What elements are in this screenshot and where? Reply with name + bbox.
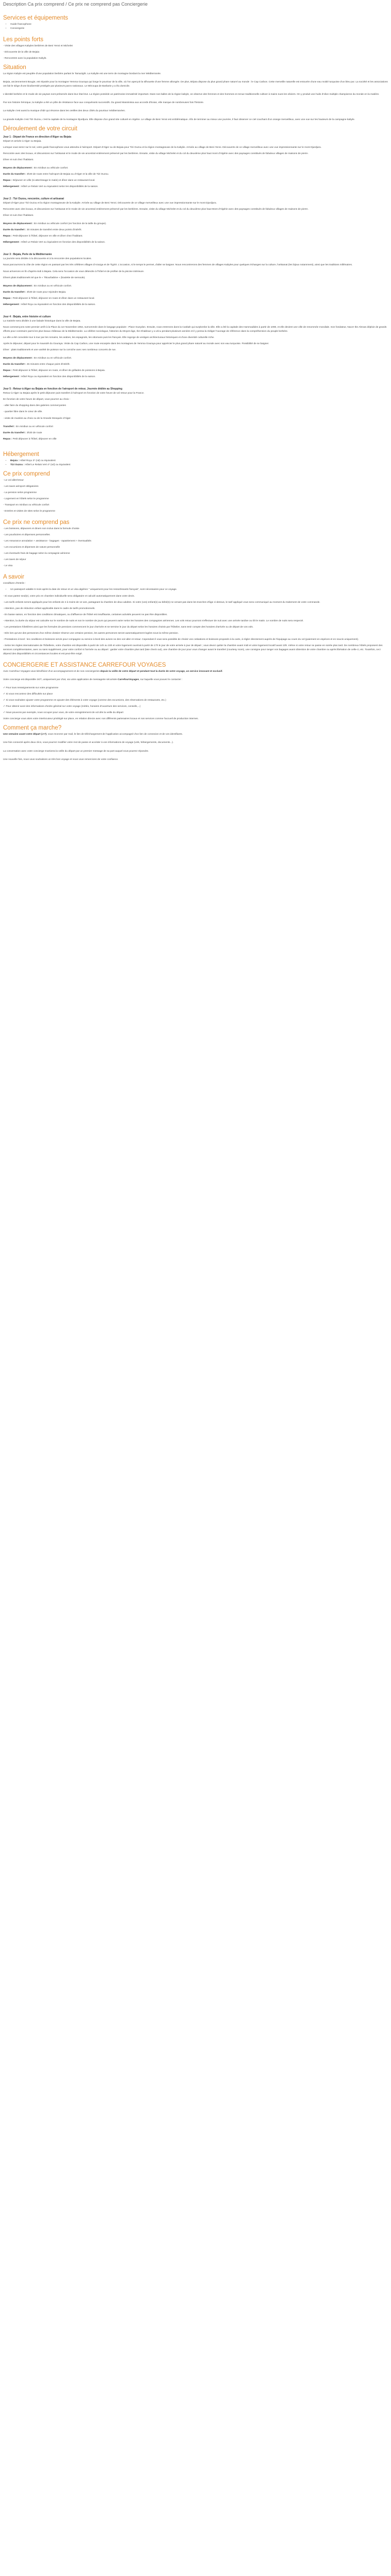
conciergerie-title: CONCIERGERIE ET ASSISTANCE CARREFOUR VOYAGES (3, 662, 166, 669)
forts-title: Les points forts (3, 37, 43, 43)
day-paragraph: La ville a été convoitée tour à tour par les romains, les arabes, les espagnols, les ottomans puis les français. Elle regorge de vestiges architecturaux historiques et d'une diversité culturelle riche. (3, 336, 215, 339)
day-paragraph: Dîner et nuit chez l'habitant. (3, 158, 34, 161)
ne-comprend-item: - Les pourboires et dépenses personnelles (3, 534, 50, 537)
day-detail (3, 222, 388, 226)
comprend-item: - Transport en minibus ou véhicule confort (3, 504, 50, 506)
hebergement-hotel: Hôtel Royu 3* (nd) ou équivalent (20, 459, 56, 462)
conciergerie-p2-text2: , via votre application de messagerie sécurisée (66, 679, 118, 682)
situation-paragraph: L'identité berbère et le mode de vie paysan sont préservés dans leur état brut. La région possède un patrimoine immatériel important. Dans nos balles de la région kabyle, on observe des femmes et des hommes en tenue traditionnelle cultiver à mains nues les oliviers. On y produit une huile d'olive multiple championne du monde en la matière. (3, 93, 380, 96)
savoir-item: - Les prestations hôtelières ainsi que les formules de pensions commencent le jour d'arrivée et se termine le jour du départ selon les horaires choisis par l'hôtelier, sans tenir compte des horaires d'arrivée ou de départ de vos vols. (3, 625, 254, 629)
day-detail-label: Hébergement : (3, 241, 21, 244)
ne-comprend-item: - Les Assurance annulation + assistance - bagages - rapatriement + éventualités (3, 540, 91, 543)
day-detail (3, 369, 388, 373)
savoir-item: - En basse saison, en fonction des conditions climatiques, ou d'affluence de l'hôtel est insuffisante, certaines activités peuvent ne pas être disponibles. (3, 613, 168, 616)
conciergerie-item: ✓ Pour tous renseignements sur votre programme (3, 687, 59, 690)
situation-paragraph: La région Kabyle est peuplée d'une population berbère parlant le Tamazight. La Kabylie est une terre de montagne bordant la mer Méditerranée. (3, 73, 161, 76)
situation-paragraph: La Kabylie c'est aussi la musique d'Idir qui résonne dans les oreilles des deux côtés du pourtour méditerranéen. (3, 110, 126, 113)
day-detail-label: Transfert : (3, 425, 15, 428)
comprend-item: - Logement en hôtels selon le programme (3, 497, 49, 500)
marche-p1 (3, 733, 388, 737)
savoir-item: - Selon les règles internationales de l'hôtellerie, votre chambre est disponible à partir de 14h ou 15h et votre logement ouvrirait à partir de 17h le jour de votre arrivée à jour de départ ; vous devez quitter la chambre avant midi et votre logement locatif avant 10h. même si votre retour se passe en soirée plus tard. De nombreux hôtels proposent des services complémentaires, avec ou sans supplément, pour votre confort si l'arrivée ou au départ : garder votre chambre plus tard (late check out), une chambre de jour pour vous changer avant le transfert (courtesy room), une consigne pour ranger vos bagages avant obtention de votre chambre ou après libération de celle-ci, etc. Toutefois, ceci dépend des disponibilités et circonstances locales et est peut-être exigé. (3, 644, 383, 655)
day-detail-value: Hôtel Royu ou équivalent en fonction des disponibilités de la saison. (21, 303, 96, 306)
conciergerie-outro: Votre concierge vous alors votre interlocuteur privilégié sur place, en relation directe avec nos différents partenaires locaux et nos services comme l'accueil de production internes. (3, 718, 199, 721)
ne-comprend-title: Ce prix ne comprend pas (3, 519, 70, 526)
passport-item: • Un passeport valable 6 mois après la date de retour et un visa algérien " uniquement pour les ressortissants français", sont nécessaires pour ce voyage. (10, 588, 388, 592)
forts-line: - Rencontres avec la population Kabyle. (3, 57, 47, 60)
ne-comprend-list (3, 527, 388, 570)
day-detail-value: Petit déjeuner à l'hôtel, déjeuner en route et dîner dans un restaurant local. (12, 297, 95, 300)
day-paragraph: Après le déjeuner, départ pour le mausolé du Gouraya. Visite du Cap Carbon, une route escarpée dans les montagnes de Yemma Gouraya pour apprécier le plus grand phare naturel au monde avec son eau turquoise. Possibilité de se baigner. (3, 343, 269, 346)
day-detail-value: 3h30 de route (26, 431, 42, 434)
day-detail (3, 375, 388, 379)
ne-comprend-item: - Les excursions et dépenses de nature personnelle (3, 546, 60, 549)
day-detail-label: Hébergement : (3, 376, 21, 379)
day-detail-value: En minibus ou véhicule confort. (34, 166, 69, 170)
marche-p4: Une nouvelle fois, nous vous souhaitons un très bon voyage et nous vous remercions de votre confiance. (3, 758, 119, 761)
hebergement-item (10, 463, 388, 467)
day-heading: Jour 3 : Bejaïa, Perle de la Méditerranée (3, 253, 52, 257)
day-detail-label: Hébergement : (3, 303, 21, 306)
hebergement-list (3, 459, 388, 467)
day-paragraph: - visite de musées au choix ou de la Grande Mosquée d'Alger. (3, 417, 71, 420)
services-title: Services et équipements (3, 15, 68, 21)
day-paragraph: Nous arriverons en fin d'après-midi à Bejaïa. Cela sera l'occasion de vous détendre à l'hôtel et de profiter de la piscine intérieure. (3, 270, 144, 273)
deroulement-title: Déroulement de votre circuit (3, 125, 77, 132)
services-list (3, 23, 388, 31)
conciergerie-p2-end: , sur laquelle vous pouvez le contacter : (139, 679, 183, 682)
day-detail (3, 234, 388, 239)
ne-comprend-item: - Les éventuels frais de bagage selon la compagnie aérienne (3, 552, 70, 555)
comprend-item: - La pension selon programme (3, 491, 37, 494)
conditions-list (3, 588, 388, 592)
situation-paragraph: Par son histoire héroïque, la Kabylie a été un pôle de résistance face aux conquérants successifs. Du grand Massinissa aux accords d'Evian, elle marque de nombreuses fois l'histoire. (3, 101, 204, 105)
day-heading: Jour 1 : Départ de France en direction d'Alger ou Bejaia (3, 135, 72, 139)
marche-p1-bold: Une semaine avant votre départ (J-7) (3, 733, 46, 736)
day-paragraph: Retour à Alger ou Bejaia après le petit déjeuner puis transfert à l'aéroport en fonction de votre heure de vol retour pour la France. (3, 392, 144, 395)
conciergerie-list (3, 686, 388, 717)
savoir-item: - Attention, la durée du séjour est calculée sur le nombre de nuits et non le nombre de jours qui peuvent varier selon les horaires des compagnies aériennes. Les vols retour pourront s'effectuer de nuit avec une arrivée tardive ou tôt le matin. Le nombre de nuits sera respecté. (3, 619, 304, 622)
comprend-item: - Le vol aller/retour (3, 479, 24, 482)
day-heading: Jour 5 : Retour à Alger ou Bejaia en fonction de l'aéroport de retour, Journée dédiée au Shopping (3, 387, 123, 391)
day-detail (3, 166, 388, 171)
day-paragraph: Nous commençons notre premier arrêt à la Place du 1er Novembre 1954, surnommée dans le langage populaire : Place Gueydon. Ensuite, nous entrerons dans la Casbah qui surplombe la ville. Elle a été la capitale des Hammadides à partir de 1090, et elle devient une ville de renommée mondiale. Son fondateur, Nacer Ibn Alnnas déploie de grands efforts pour construire parmi les plus beaux châteaux de la Méditerranée. La célèbre sociologue, historien du Moyen-âge, Ibn Khaldoun y a vécu pendant plusieurs années et il y pensa la rédiger l'ouvrage de référence dans la compréhension du peuple berbère. (3, 326, 387, 333)
breadcrumb: Description Ca prix comprend / Ce prix ne comprend pas Conciergerie (3, 2, 148, 7)
day-heading: Jour 4 : Bejaïa, entre histoire et culture (3, 315, 51, 318)
day-detail (3, 179, 388, 183)
day-paragraph: - quartier libre dans le cœur de ville. (3, 411, 43, 414)
conciergerie-intro-text: Avec Carrefour Voyages vous bénéficiez d'un accompagnement et de nos conciergeries (3, 670, 101, 673)
day-detail-value: Hôtel Royu ou équivalent en fonction des disponibilités de la saison. (21, 376, 96, 379)
day-detail-value: Hôtel Le Relais Vert ou équivalent en fonction des disponibilités de la saison. (21, 241, 106, 244)
day-detail-label: Moyens de déplacement : (3, 284, 34, 287)
day-paragraph: Lorsque vous serez sur le sol, votre guide francophone vous attendra à l'aéroport. Départ d'Alger ou de Bejaia pour Tizi Ouzou et la région montagneuse de la Kabylie. Arrivée au village de Beni Yenni. Découverte de ce village merveilleux avec une vue impressionnante sur le mont Djurdjura. (3, 146, 321, 149)
day-detail-label: Moyens de déplacement : (3, 223, 34, 226)
service-item: • Conciergerie (10, 27, 388, 31)
day-heading: Jour 2 : Tizi Ouzou, rencontre, culture et artisanat (3, 197, 64, 200)
conciergerie-p2-italic: uniquement par chat (43, 679, 66, 682)
day-detail-label: Durée du transfert : (3, 229, 26, 232)
service-item: • Guide francophone (10, 23, 388, 27)
savoir-item: - Les tarifs enfants seront appliqués pour les enfants de 2 à moins de 12 ans, partageant la chambre de deux adultes. Si votre (vos) enfant(s) au bébé(s) ne venant pas dans les tranches d'âge ci-dessus, le tarif appliqué vous sera communiqué au moment du traitement de votre commande. (3, 601, 320, 604)
conciergerie-item: ✓ Nous pouvons par exemple, nous occuper pour vous, de votre enregistrement de vol dès la veille du départ (3, 711, 124, 715)
day-detail-label: Durée du transfert : (3, 291, 26, 294)
comprend-item: - Entrées et visites de sites selon le programme (3, 510, 56, 513)
day-detail-value: 30 minutes de transfert entre deux points d'intérêt. (26, 229, 82, 232)
forts-line: - Visite des villages Kabyles berbères de Beni Yenni et Michelet (3, 45, 73, 48)
conciergerie-p2-bold: CarrefourVoyages (118, 679, 139, 682)
day-detail-value: Petit-déjeuner à l'hôtel, déjeuner en ville et dîner chez l'habitant. (12, 235, 83, 238)
conciergerie-item: ✓ Si vous souhaitez ajouter votre programme en ajouter des éléments à votre voyage (comme des excursions, des réservations de restaurants, etc.) (3, 699, 166, 702)
day-paragraph: - aller faire du shopping dans des galeries commerçantes (3, 404, 66, 408)
hebergement-title: Hébergement (3, 451, 39, 457)
day-detail (3, 425, 388, 429)
day-detail (3, 185, 388, 189)
savoir-list (3, 595, 388, 659)
day-detail (3, 241, 388, 245)
savoir-item: - Prestations à bord : les conditions et boissons servis pour compagnie ou service à bord des avions ne des voir aller et retour. Cependant il vous sera possible de choisir vos cotisations et boissons proposés à la carte, à régler directement auprès de l'équipage au cours du vol (paiement en espèces et en soucis uniquement). (3, 638, 359, 641)
conciergerie-intro-bold: depuis la veille de votre départ et pendant tout la durée de votre voyage, un service innovant et exclusif. (100, 670, 223, 673)
hebergement-city: Bejaia : (10, 459, 20, 462)
situation-section (3, 72, 388, 122)
page (0, 0, 391, 762)
day-paragraph: Départ et arrivée à Alger ou Bejaia. (3, 140, 42, 143)
day-paragraph: En fonction de votre heure de départ, vous pourrez au choix : (3, 398, 71, 401)
marche-p2: Une fois connecté après deux clics, vous pourrez modifier votre mot de passe et accéder à vos informations de voyage (vols, hébergements, documents...). (3, 741, 174, 744)
day-paragraph: La matinée sera dédiée à une balade historique dans la ville de Bejaïa. (3, 319, 81, 323)
day-detail-value: Hôtel Le Relais Vert ou équivalent selon les disponibilités de la saison. (21, 185, 99, 188)
day-detail-label: Repas : (3, 437, 12, 440)
day-detail (3, 228, 388, 232)
marche-p3: La conversation avec votre concierge s'activera la veille du départ par un premier message de sa part auquel vous pourrez répondre. (3, 750, 149, 753)
day-paragraph: Nous parcourrons la côte de cette région en passant par les très célèbres villages d'Azazga et de Tigzirt. L'occasion, si le temps le permet, d'aller se baigner. Nous rencontrerons des femmes de villages Kabyles pour quelques échanges sur la culture, l'artisanat (les bijoux notamment), ainsi que les traditions millénaires. (3, 264, 353, 267)
day-detail (3, 303, 388, 307)
conciergerie-p2 (3, 678, 388, 682)
day-detail (3, 284, 388, 289)
day-detail-value: En minibus ou en véhicule confort (15, 425, 53, 428)
ne-comprend-item: - Les taxes de séjour (3, 558, 26, 562)
day-detail (3, 173, 388, 177)
day-detail-label: Durée du transfert : (3, 431, 26, 434)
marche-p1-text: , vous recevrez par mail, le lien de téléchargement de l'application accompagné d'un lien de connexion et de vos identifiants. (46, 733, 183, 736)
comprend-list (3, 479, 388, 516)
conciergerie-item: ✓ Si vous rencontrez des difficultés sur place (3, 693, 53, 696)
day-detail (3, 297, 388, 301)
day-detail-value: Petit déjeuner à l'hôtel, déjeuner en ville (12, 437, 57, 440)
day-detail (3, 357, 388, 361)
day-detail-value: En minibus ou véhicule confort (en fonction de la taille du groupe). (34, 223, 107, 226)
day-paragraph: Dîners plats traditionnels tel que le « Tikourbabine » (boulette de semoule). (3, 276, 86, 279)
day-detail (3, 363, 388, 367)
day-detail-label: Moyens de déplacement : (3, 166, 34, 170)
day-detail (3, 291, 388, 295)
day-paragraph: Dîner : plats traditionnels et une variété de poisson sur la corniche avec ses nombreux concerts de rue. (3, 349, 117, 352)
day-detail-value: Petit déjeuner à l'hôtel, déjeuner en route, et dîner de grillades de poissons à Bejaia. (12, 369, 105, 372)
hebergement-item (10, 459, 388, 463)
day-detail-label: Repas : (3, 235, 12, 238)
conciergerie-p2-text: Votre concierge est disponible 24/7, (3, 679, 43, 682)
day-detail-label: Durée du transfert : (3, 173, 26, 176)
situation-paragraph: La grande Kabylie c'est Tizi Ouzou, c'est la capitale de la montagne Djurdjura. Elle dispose d'un grand site culturel en Algérie. Le village de Beni Yenni est emblématique. Afin de terminer au mieux une journée, il faut observer ce ciel couchant d'un orange merveilleux, avec une vue sur les hauteurs de la campagne kabyle. (3, 118, 355, 121)
comprend-item: - Les taxes aéroport obligatoires (3, 485, 39, 488)
hebergement-hotel: Hôtel Le Relais Vert 4* (nd) ou équivalent (25, 463, 71, 466)
comprend-title: Ce prix comprend (3, 470, 50, 477)
conciergerie-intro (3, 670, 388, 674)
day-detail-value: 3h30 de route pour rejoindre Bejaia. (26, 291, 67, 294)
day-paragraph: Rencontre avec des locaux, et discussions sur l'artisanat et le mode de vie ancestral entièrement préservé par les berbères. Ensuite, visite du village Michelet et du col du deuxième plus haut Mont d'Algérie avec des paysages constitués de fabuleux villages de maisons de pierre. (3, 208, 308, 211)
itinerary (3, 133, 388, 448)
ne-comprend-item: - Le visa (3, 565, 13, 568)
day-detail (3, 431, 388, 435)
day-paragraph: Départ d'Alger pour Tizi Ouzou et la région montagneuse de la Kabylie. Arrivée au village de Beni Yenni. Découverte de ce village merveilleux avec une vue impressionnante sur le mont Djurdjura. (3, 202, 217, 205)
day-detail (3, 437, 388, 442)
day-paragraph: Rencontre avec des locaux, et discussions sur l'artisanat et le mode de vie ancestral entièrement préservé par les berbères. Ensuite, visite du village Michelet et du col du deuxième plus haut mont d'Algérie avec des paysages constitués de fabuleux villages de maisons de pierre. (3, 152, 308, 155)
savoir-item: - Attention, pas de réduction enfant applicable dans le cadre de tarifs promotionnels. (3, 607, 95, 610)
day-detail-value: En minibus ou en véhicule confort. (34, 357, 72, 360)
hebergement-city: Tizi Ouzou : (10, 463, 25, 466)
savoir-item: - Si vous partez seul(e), votre prix en chambre individuelle sera obligatoire et calculé automatiquement dans votre devis. (3, 595, 135, 598)
day-detail-value: Déjeuner en ville (si atterrissage le matin) et dîner dans un restaurant local. (12, 179, 95, 182)
day-detail-label: Hébergement : (3, 185, 21, 188)
situation-title: Situation (3, 64, 26, 71)
day-detail-label: Repas : (3, 369, 12, 372)
savoir-item: - Dès lors qu'une des personnes d'un même dossier réserve une certaine pension, les autres personnes seront automatiquement logées sous la même pension. (3, 632, 179, 635)
day-detail-value: 45 minutes entre chaque point d'intérêt. (26, 363, 70, 366)
day-detail-label: Repas : (3, 179, 12, 182)
day-detail-label: Durée du transfert : (3, 363, 26, 366)
day-detail-label: Repas : (3, 297, 12, 300)
day-paragraph: La journée sera dédiée à la découverte et à la rencontre des populations locales. (3, 258, 92, 261)
day-detail-value: 3h30 de route entre l'aéroport de Bejaia ou d'Alger et la ville de Tizi Ouzou. (26, 173, 109, 176)
forts-line: - Découverte de la ville de Bejaia (3, 51, 40, 54)
day-paragraph: Dîner et nuit chez l'habitant. (3, 214, 34, 217)
day-detail-value: En minibus ou en véhicule confort. (34, 284, 72, 287)
ne-comprend-item: - Les boissons, déjeuners et diners non inclus dans la formule choisie (3, 528, 79, 531)
marche-title: Comment ça marche? (3, 725, 62, 732)
day-detail-label: Moyens de déplacement : (3, 357, 34, 360)
situation-paragraph: Bejaia, anciennement Bougie, est réputée pour la montagne Yemma Gouraya qui longe le pourtour de la ville, où l'on aperçoit la silhouette d'une femme allongée. De plus, Béjaïa dispose du plus grand phare naturel au monde : le Cap Carbon. Cette merveille naturelle est entourée d'une eau moitié turquoise d'un bleu pur. La société et les associations ont fait le siège d'une biodiversité protégée par plusieurs parcs nationaux. Le Mécoupa de Barbarie y a élu domicile. (3, 81, 388, 88)
savoir-title: A savoir (3, 574, 24, 581)
conciergerie-item: ✓ Pour obtenir avoir des informations d'ordre général sur votre voyage (météo, horaires d'ouverture des services, conseils,...) (3, 705, 141, 708)
conditions-label: Conditions d'entrée : (3, 582, 26, 585)
